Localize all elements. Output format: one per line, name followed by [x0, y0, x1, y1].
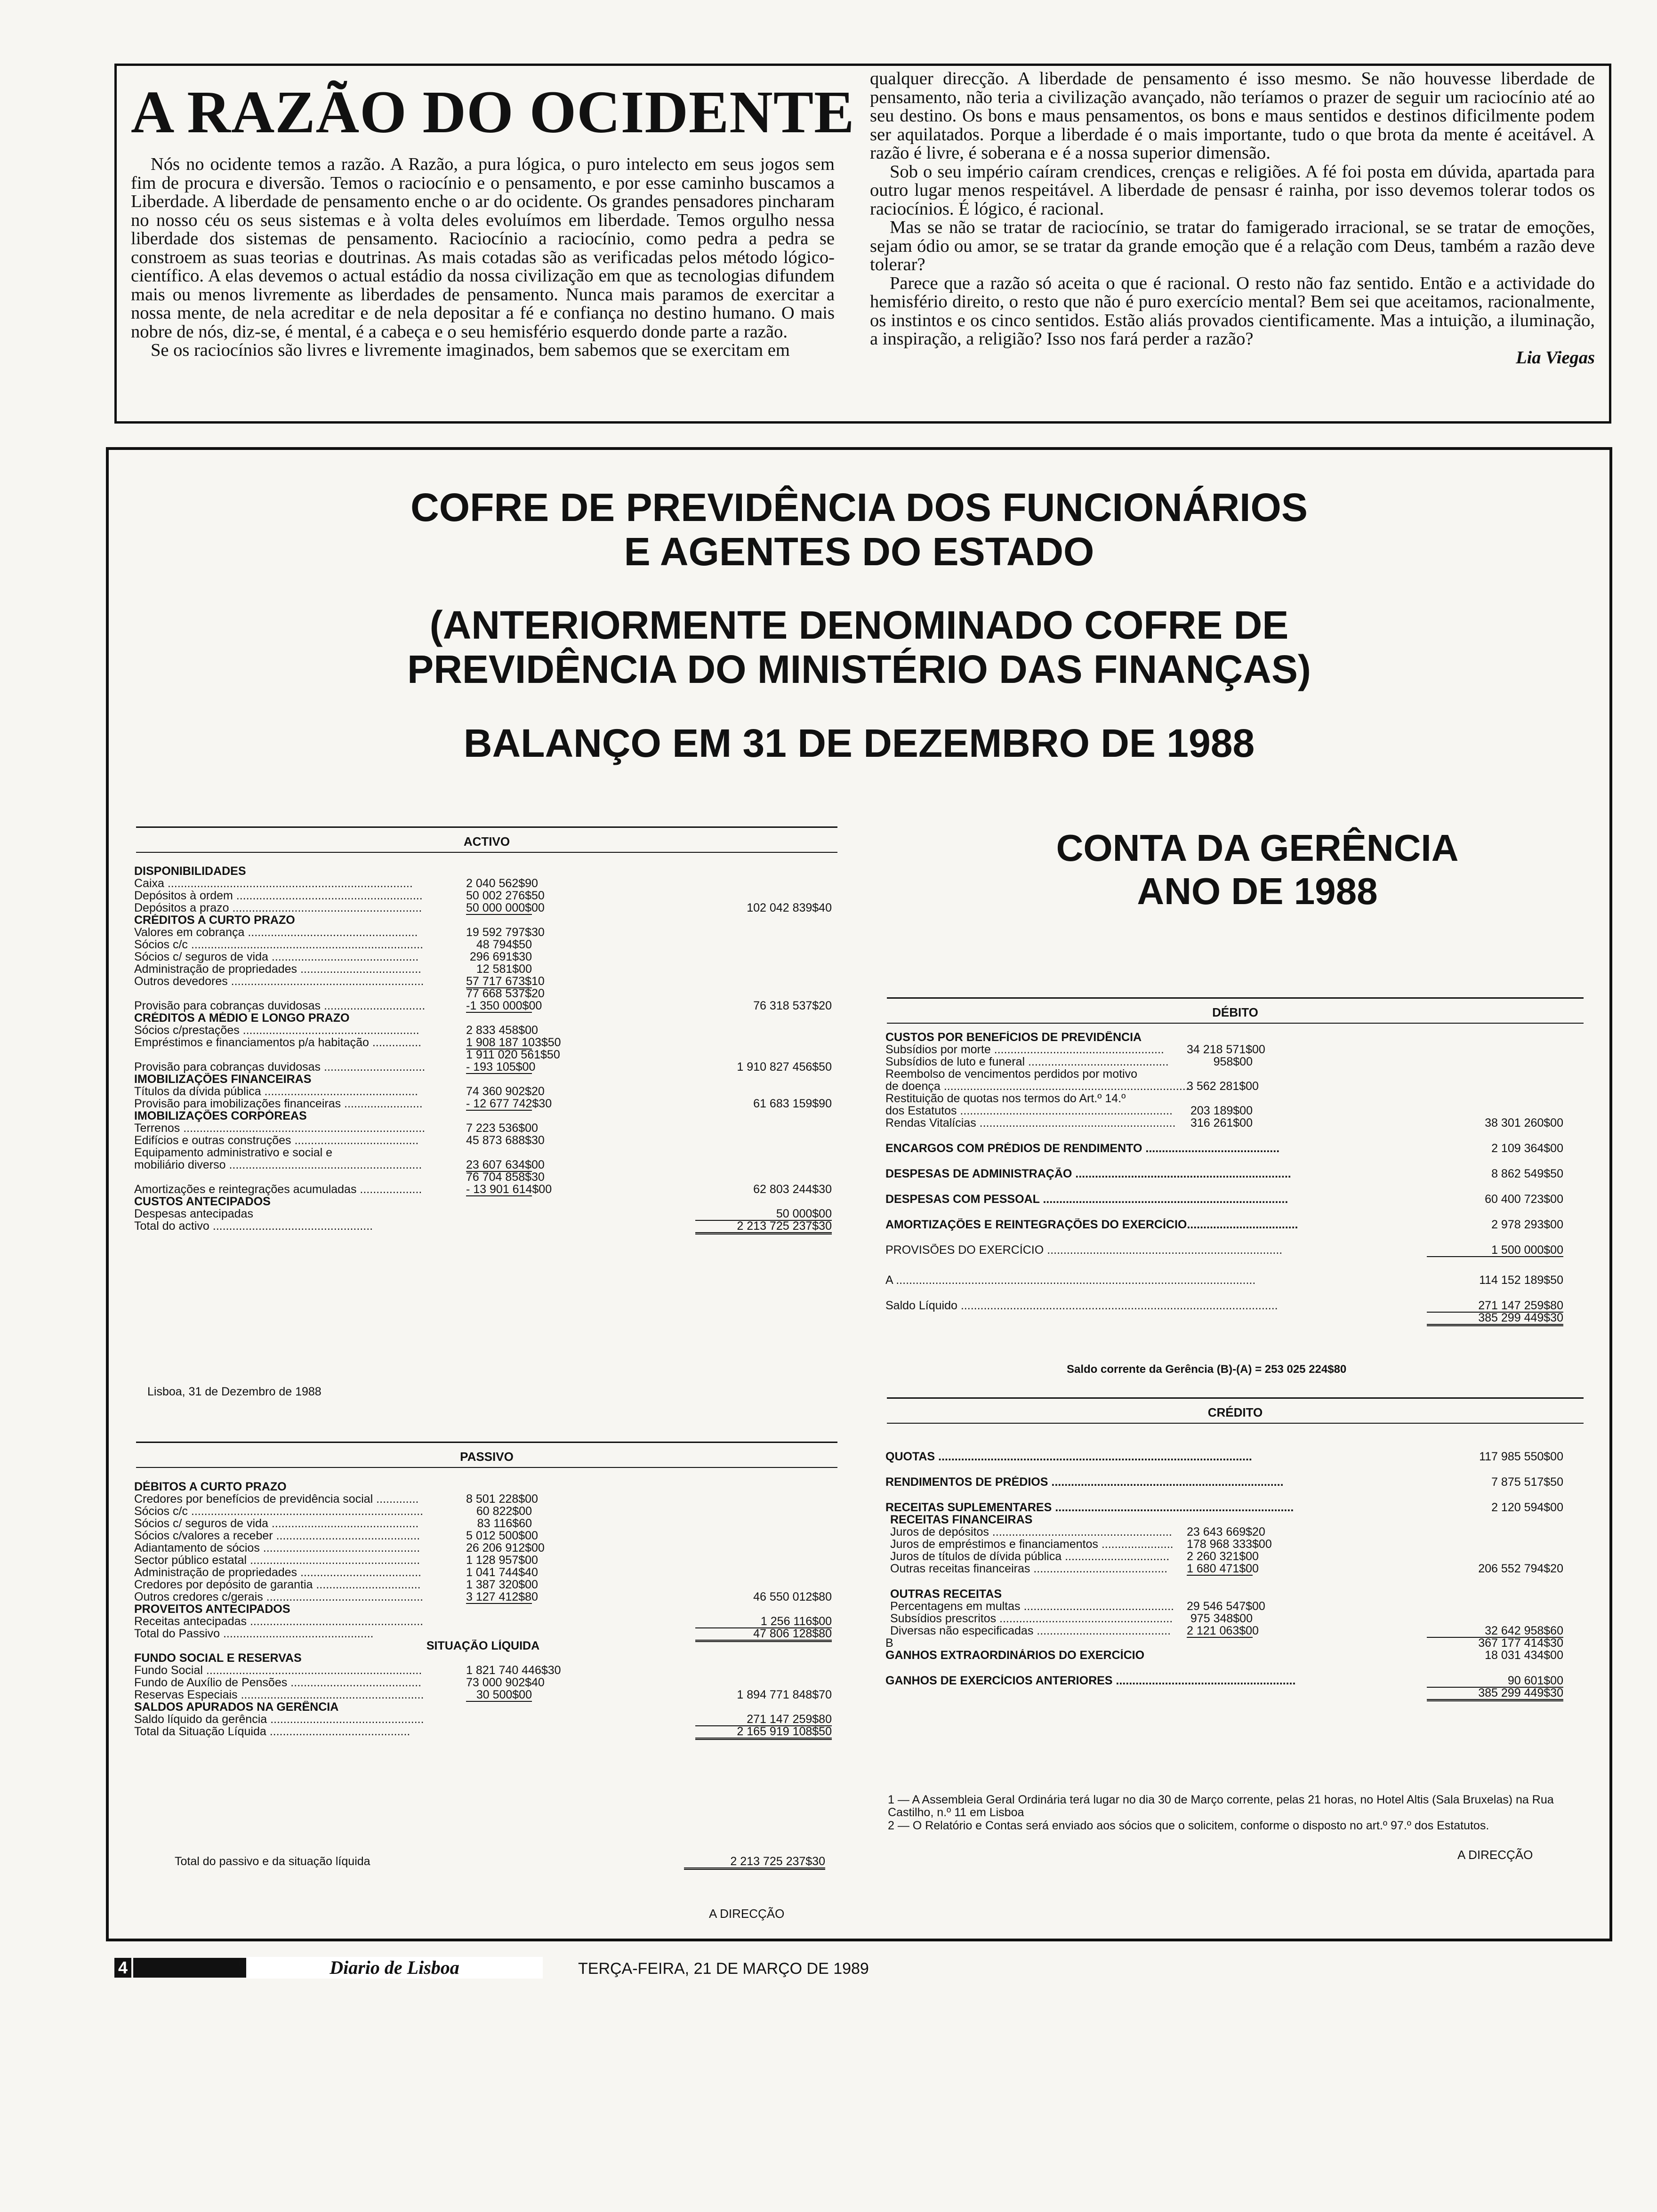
- table-row: [885, 1550, 1563, 1563]
- table-row: [134, 938, 817, 951]
- row-amount: 958$00: [1213, 1055, 1253, 1068]
- article-paragraph: Nós no ocidente temos a razão. A Razão, a pura lógica, o puro intelecto em seus jogos sem fim de procura e diversão. Temos o raciocínio e o pensamento, e por esse caminho buscamos a Liberdade. A liberdade de pensamento enche o ar do ocidente. Os grandes pensadores pincharam no nosso céu os seus sistemas e à volta deles evoluímos em liberdade. Temos orgulho nessa liberdade dos sistemas de pensamento. Raciocínio a raciocínio, como pedra a pedra se constroem as suas teorias e doutrinas. As mais cotadas são as verificadas pelos método lógico-científico. A elas devemos o actual estádio da nossa civilização em que as tecnologias difundem mais ou menos livremente as liberdades de pensamento. Nunca mais paramos de exercitar a nossa mente, de nela acreditar e de nela depositar a fé e confiança no destino humano. O mais nobre de nós, diz-se, é mental, é a cabeça e o seu hemisfério esquerdo donde parte a razão.: [131, 154, 835, 342]
- row-subtotal: 114 152 189$50: [1479, 1274, 1563, 1287]
- row-label: Sócios c/c .......................................................................: [134, 1505, 424, 1517]
- row-amount: 45 873 688$30: [466, 1134, 545, 1147]
- table-row: [885, 1031, 1563, 1043]
- row-amount: 74 360 902$20: [466, 1085, 545, 1098]
- row-label: Sector público estatal ....................................................: [134, 1554, 420, 1566]
- row-label: Sócios c/prestações ......................................................: [134, 1024, 419, 1036]
- table-row: [134, 1097, 832, 1110]
- opinion-article: [114, 64, 1611, 424]
- row-label: dos Estatutos .................................................................: [885, 1105, 1173, 1117]
- table-row: [134, 1159, 817, 1171]
- row-label: IMOBILIZAÇÕES CORPÓREAS: [134, 1110, 307, 1122]
- table-row: [134, 963, 817, 975]
- table-row: [134, 975, 817, 987]
- table-row: [134, 1481, 817, 1493]
- notice-organization: COFRE DE PREVIDÊNCIA DOS FUNCIONÁRIOS E AGENTES DO ESTADO: [410, 485, 1308, 574]
- row-label: Subsídios de luto e funeral ...........................................: [885, 1056, 1169, 1068]
- table-row: [134, 951, 817, 963]
- table-row: [134, 1701, 817, 1713]
- row-label: GANHOS EXTRAORDINÁRIOS DO EXERCÍCIO: [885, 1649, 1145, 1661]
- row-amount: 1 387 320$00: [466, 1578, 538, 1591]
- row-amount: 19 592 797$30: [466, 926, 545, 939]
- passivo-signature: A DIRECÇÃO: [709, 1907, 785, 1921]
- row-amount: 48 794$50: [476, 938, 532, 951]
- table-row: [885, 1687, 1563, 1699]
- debito-table: [885, 1031, 1563, 1324]
- table-row: [134, 1183, 832, 1196]
- row-amount: 1 911 020 561$50: [466, 1048, 560, 1061]
- table-row: [134, 999, 832, 1012]
- row-label: Saldo líquido da gerência ...............................................: [134, 1713, 424, 1725]
- row-subtotal: 60 400 723$00: [1485, 1193, 1563, 1206]
- table-row: [134, 1664, 817, 1676]
- table-row: [134, 1530, 817, 1542]
- row-amount: 1 908 187 103$50: [466, 1036, 561, 1049]
- table-row: [134, 901, 832, 914]
- row-label: PROVISÕES DO EXERCÍCIO ........................................................................: [885, 1244, 1283, 1256]
- row-subtotal: 1 894 771 848$70: [737, 1688, 832, 1701]
- row-subtotal: 385 299 449$30: [1427, 1312, 1563, 1326]
- table-row: [134, 1060, 832, 1074]
- table-row: [885, 1612, 1563, 1625]
- table-row: [134, 1566, 817, 1579]
- row-label: CUSTOS ANTECIPADOS: [134, 1195, 271, 1208]
- row-label: Subsídios prescritos .....................................................: [890, 1612, 1173, 1625]
- row-subtotal: 1 256 116$00: [695, 1615, 832, 1628]
- row-subtotal: 271 147 259$80: [695, 1713, 832, 1726]
- table-row: [134, 1146, 817, 1159]
- row-label: CUSTOS POR BENEFÍCIOS DE PREVIDÊNCIA: [885, 1031, 1142, 1043]
- table-row: [885, 1588, 1563, 1600]
- row-label: Depósitos a prazo ..........................................................: [134, 902, 422, 914]
- row-amount: 2 833 458$00: [466, 1024, 538, 1037]
- row-subtotal: 2 120 594$00: [1491, 1501, 1563, 1514]
- table-row: [134, 1110, 817, 1122]
- table-row: [134, 1713, 832, 1726]
- credito-table: [885, 1451, 1563, 1699]
- row-label: Subsídios por morte ....................................................: [885, 1043, 1164, 1056]
- row-label: OUTRAS RECEITAS: [890, 1588, 1002, 1600]
- row-label: Administração de propriedades .....................................: [134, 1566, 421, 1579]
- row-label: QUOTAS ................................................................................................: [885, 1451, 1252, 1463]
- row-amount: 50 002 276$50: [466, 889, 545, 902]
- row-label: Receitas antecipadas .....................................................: [134, 1615, 424, 1627]
- row-label: Provisão para imobilizações financeiras ........................: [134, 1098, 423, 1110]
- row-amount: -1 350 000$00: [466, 999, 542, 1012]
- article-paragraph: qualquer direcção. A liberdade de pensamento é isso mesmo. Se não houvesse liberdade de pensamento, não teria a civilização avançado, não teríamos o prazer de seguir um raciocínio até ao seu destino. Os bons e maus pensamentos, os bons e maus sentidos e destinos dificilmente podem ser aquilatados. Porque a liberdade é o mais importante, tudo o que brota da mente é aceitável. A razão é livre, é soberana e é a nossa superior dimensão.: [870, 69, 1595, 163]
- row-label: de doença ...........................................................................: [885, 1080, 1189, 1092]
- row-label: Percentagens em multas ..............................................: [890, 1600, 1174, 1612]
- row-amount: 3 127 412$80: [466, 1590, 538, 1603]
- row-label: Valores em cobrança ....................................................: [134, 926, 418, 938]
- row-amount: - 12 677 742$30: [466, 1097, 552, 1110]
- row-label: Credores por benefícios de previdência social .............: [134, 1493, 419, 1505]
- row-label: RECEITAS FINANCEIRAS: [890, 1514, 1033, 1526]
- table-row: [134, 914, 817, 926]
- row-amount: 23 643 669$20: [1187, 1525, 1265, 1539]
- row-label: Adiantamento de sócios ................................................: [134, 1542, 420, 1554]
- credito-signature: A DIRECÇÃO: [1457, 1848, 1533, 1862]
- table-row: [134, 926, 817, 938]
- table-row: [134, 1615, 832, 1628]
- row-label: Juros de depósitos .......................................................: [890, 1526, 1172, 1538]
- row-subtotal: 62 803 244$30: [753, 1183, 832, 1196]
- table-row: [885, 1649, 1563, 1661]
- table-row: [134, 1493, 817, 1505]
- table-row: [885, 1675, 1563, 1687]
- row-label: IMOBILIZAÇÕES FINANCEIRAS: [134, 1073, 312, 1085]
- row-label: AMORTIZAÇÕES E REINTEGRAÇÕES DO EXERCÍCIO..................................: [885, 1218, 1298, 1231]
- row-amount: 77 668 537$20: [466, 987, 545, 1000]
- row-amount: 2 040 562$90: [466, 877, 538, 890]
- row-subtotal: 38 301 260$00: [1485, 1116, 1563, 1130]
- row-label: Caixa ...........................................................................: [134, 877, 413, 890]
- table-row: [134, 1627, 832, 1640]
- table-row: [885, 1168, 1563, 1180]
- passivo-total-label: Total do passivo e da situação líquida: [175, 1855, 370, 1868]
- row-label: Outros devedores ...........................................................: [134, 975, 424, 987]
- table-row: [885, 1600, 1563, 1612]
- row-label: Títulos da dívida pública ...............................................: [134, 1085, 418, 1098]
- row-subtotal: 7 875 517$50: [1491, 1475, 1563, 1489]
- row-label: Sócios c/valores a receber ............................................: [134, 1530, 420, 1542]
- row-label: mobiliário diverso ...........................................................: [134, 1159, 422, 1171]
- row-label: Administração de propriedades .....................................: [134, 963, 421, 975]
- table-row: [134, 1590, 832, 1603]
- article-paragraph: Parece que a razão só aceita o que é racional. O resto não faz sentido. Então e a actividade do hemisfério direito, o resto que não é puro exercício mental? Bem sei que aceitamos, racionalmente, os instintos e os cinco sentidos. Estão aliás provados cientificamente. Mas a intuição, a iluminação, a inspiração, a religião? Isso nos fará perder a razão?: [870, 273, 1595, 349]
- row-label: Outros credores c/gerais ................................................: [134, 1591, 424, 1603]
- row-amount: 60 822$00: [476, 1505, 532, 1518]
- row-label: Sócios c/ seguros de vida .............................................: [134, 951, 419, 963]
- row-label: DÉBITOS A CURTO PRAZO: [134, 1481, 287, 1493]
- row-label: DESPESAS DE ADMINISTRAÇÃO ..................................................................: [885, 1168, 1291, 1180]
- table-row: [134, 877, 817, 890]
- activo-table: [134, 865, 832, 1233]
- row-subtotal: 271 147 259$80: [1427, 1299, 1563, 1313]
- passivo-table: [134, 1481, 832, 1738]
- row-subtotal: 32 642 958$60: [1427, 1625, 1563, 1638]
- row-subtotal: 47 806 128$80: [695, 1627, 832, 1642]
- row-subtotal: 2 109 364$00: [1491, 1142, 1563, 1155]
- row-label: Diversas não especificadas .........................................: [890, 1625, 1171, 1637]
- table-row: [134, 1207, 832, 1220]
- row-amount: 316 261$00: [1190, 1116, 1253, 1130]
- row-amount: 23 607 634$00: [466, 1158, 545, 1171]
- table-row: [134, 1134, 817, 1146]
- table-row: [134, 1579, 817, 1591]
- row-label: RECEITAS SUPLEMENTARES .........................................................................: [885, 1501, 1294, 1514]
- table-row: [134, 1219, 832, 1233]
- row-amount: 12 581$00: [476, 962, 532, 976]
- article-paragraph: Sob o seu império caíram crendices, crenças e religiões. A fé foi posta em dúvida, apartada para outro lugar menos respeitável. A liberdade de pensasr é rainha, por isso devemos tolerar todos os raciocínios. É lógico, é racional.: [870, 161, 1595, 219]
- row-amount: 8 501 228$00: [466, 1492, 538, 1506]
- assembly-note: 1 — A Assembleia Geral Ordinária terá lugar no dia 30 de Março corrente, pelas 21 horas, no Hotel Altis (Sala Bruxelas) na Rua Castilho, n.º 11 em Lisboa: [888, 1793, 1554, 1819]
- page-footer: [114, 1957, 869, 1981]
- table-row: [134, 1688, 832, 1701]
- table-row: [885, 1476, 1563, 1488]
- table-row: [134, 1024, 817, 1036]
- table-row: [134, 1505, 817, 1517]
- row-amount: 34 218 571$00: [1187, 1043, 1265, 1056]
- row-label: PROVEITOS ANTECIPADOS: [134, 1603, 290, 1615]
- row-label: Edifícios e outras construções ......................................: [134, 1134, 419, 1146]
- row-amount: 5 012 500$00: [466, 1529, 538, 1542]
- row-subtotal: 2 978 293$00: [1491, 1218, 1563, 1231]
- row-amount: 975 348$00: [1190, 1612, 1253, 1625]
- passivo-total-row: [175, 1855, 867, 1867]
- row-amount: 1 680 471$00: [1187, 1562, 1259, 1575]
- table-row: [885, 1526, 1563, 1538]
- passivo-heading: PASSIVO: [136, 1442, 837, 1468]
- row-amount: 7 223 536$00: [466, 1122, 538, 1135]
- article-paragraph: Se os raciocínios são livres e livremente imaginados, bem sabemos que se exercitam em: [151, 340, 790, 360]
- article-title: A RAZÃO DO OCIDENTE: [131, 79, 855, 145]
- row-label: Despesas antecipadas: [134, 1208, 253, 1220]
- table-row: [885, 1312, 1563, 1324]
- debito-heading: DÉBITO: [887, 997, 1584, 1024]
- row-label: Total do Passivo ..............................................: [134, 1627, 374, 1640]
- table-row: [134, 1725, 832, 1738]
- article-paragraph: Mas se não se tratar de raciocínio, se tratar do famigerado irracional, se se tratar de emoções, sejam ódio ou amor, se se tratar da grande emoção que é a relação com Deus, também a razão deve tolerar?: [870, 217, 1595, 274]
- row-label: Amortizações e reintegrações acumuladas ...................: [134, 1183, 422, 1195]
- table-row: [134, 1122, 817, 1134]
- table-row: [885, 1105, 1563, 1117]
- row-subtotal: 2 213 725 237$30: [695, 1220, 832, 1234]
- table-row: [134, 1195, 817, 1208]
- row-label: B: [885, 1637, 893, 1649]
- row-amount: 1 041 744$40: [466, 1566, 538, 1579]
- row-subtotal: 1 500 000$00: [1427, 1244, 1563, 1257]
- balance-title: BALANÇO EM 31 DE DEZEMBRO DE 1988: [463, 721, 1255, 765]
- table-row: [134, 1676, 817, 1689]
- row-amount: 1 128 957$00: [466, 1554, 538, 1567]
- activo-heading: ACTIVO: [136, 826, 837, 853]
- row-subtotal: 367 177 414$30: [1478, 1636, 1563, 1650]
- row-label: Terrenos ..........................................................................: [134, 1122, 426, 1134]
- row-label: Credores por depósito de garantia ................................: [134, 1579, 421, 1591]
- row-amount: - 193 105$00: [466, 1060, 536, 1074]
- row-amount: - 13 901 614$00: [466, 1183, 552, 1196]
- row-label: Total da Situação Líquida ...........................................: [134, 1725, 410, 1738]
- row-amount: 1 821 740 446$30: [466, 1664, 561, 1677]
- row-label: Provisão para cobranças duvidosas ...............................: [134, 1000, 426, 1012]
- row-amount: 83 116$60: [477, 1517, 532, 1530]
- table-row: [885, 1218, 1563, 1231]
- row-label: Sócios c/ seguros de vida .............................................: [134, 1517, 419, 1530]
- table-row: [885, 1538, 1563, 1550]
- row-label: DESPESAS COM PESSOAL ...........................................................................: [885, 1193, 1288, 1205]
- row-label: CRÉDITOS A CURTO PRAZO: [134, 914, 295, 926]
- table-row: [885, 1056, 1563, 1068]
- table-row: [134, 1542, 817, 1554]
- passivo-total-value: 2 213 725 237$30: [684, 1855, 825, 1870]
- table-row: [134, 1640, 817, 1652]
- table-row: [885, 1117, 1563, 1129]
- row-label: Total do activo .................................................: [134, 1220, 373, 1232]
- article-column-2: [870, 70, 1595, 367]
- row-label: Empréstimos e financiamentos p/a habitação ...............: [134, 1036, 422, 1049]
- row-label: Rendas Vitalícias ............................................................: [885, 1117, 1176, 1129]
- row-amount: 30 500$00: [466, 1689, 532, 1702]
- table-row: [885, 1193, 1563, 1205]
- row-amount: 178 968 333$00: [1187, 1538, 1272, 1551]
- table-row: [885, 1043, 1563, 1056]
- row-amount: 73 000 902$40: [466, 1676, 545, 1689]
- row-subtotal: 117 985 550$00: [1479, 1450, 1563, 1463]
- notice-former-name: (ANTERIORMENTE DENOMINADO COFRE DE PREVIDÊNCIA DO MINISTÉRIO DAS FINANÇAS): [407, 603, 1311, 691]
- table-row: [885, 1451, 1563, 1463]
- table-row: [885, 1092, 1563, 1105]
- row-label: ENCARGOS COM PRÉDIOS DE RENDIMENTO .........................................: [885, 1142, 1280, 1154]
- balance-notice: [106, 447, 1612, 1941]
- row-subtotal: 76 318 537$20: [753, 999, 832, 1012]
- table-row: [134, 1652, 817, 1664]
- row-label: Saldo Líquido .................................................................................................: [885, 1299, 1278, 1312]
- row-label: Fundo Social ..................................................................: [134, 1664, 422, 1676]
- row-label: A ..............................................................................................................: [885, 1274, 1256, 1286]
- row-subtotal: 1 910 827 456$50: [737, 1060, 832, 1074]
- saldo-corrente: Saldo corrente da Gerência (B)-(A) = 253 025 224$80: [1067, 1363, 1347, 1376]
- credito-heading: CRÉDITO: [887, 1397, 1584, 1424]
- table-row: [885, 1274, 1563, 1286]
- table-row: [885, 1563, 1563, 1575]
- conta-gerencia-title: CONTA DA GERÊNCIA ANO DE 1988: [1056, 827, 1459, 912]
- row-subtotal: 61 683 159$90: [753, 1097, 832, 1110]
- article-author: Lia Viegas: [1516, 347, 1595, 368]
- article-column-1: [131, 155, 835, 360]
- row-label: Juros de títulos de dívida pública ................................: [890, 1550, 1170, 1563]
- row-label: Equipamento administrativo e social e: [134, 1146, 333, 1159]
- table-row: [134, 1171, 817, 1183]
- row-label: Sócios c/c .......................................................................: [134, 938, 424, 951]
- row-subtotal: 50 000$00: [695, 1208, 832, 1221]
- row-subtotal: 102 042 839$40: [747, 901, 832, 914]
- table-row: [134, 1603, 817, 1615]
- row-amount: 2 260 321$00: [1187, 1550, 1259, 1563]
- row-amount: 2 121 063$00: [1187, 1624, 1259, 1637]
- issue-date: TERÇA-FEIRA, 21 DE MARÇO DE 1989: [578, 1960, 869, 1978]
- row-label: GANHOS DE EXERCÍCIOS ANTERIORES .......................................................: [885, 1675, 1296, 1687]
- row-label: Fundo de Auxílio de Pensões ........................................: [134, 1676, 422, 1689]
- table-row: [134, 1085, 817, 1098]
- table-row: [885, 1514, 1563, 1526]
- row-amount: 29 546 547$00: [1187, 1600, 1265, 1613]
- table-row: [885, 1244, 1563, 1256]
- row-subtotal: 2 165 919 108$50: [695, 1725, 832, 1740]
- row-subtotal: 385 299 449$30: [1427, 1687, 1563, 1701]
- activo-place-date: Lisboa, 31 de Dezembro de 1988: [147, 1385, 322, 1398]
- table-row: [134, 1036, 817, 1049]
- row-label: Depósitos à ordem .........................................................: [134, 890, 423, 902]
- row-label: CRÉDITOS A MÉDIO E LONGO PRAZO: [134, 1012, 350, 1024]
- row-label: DISPONIBILIDADES: [134, 865, 246, 877]
- row-amount: 296 691$30: [469, 950, 532, 963]
- row-label: RENDIMENTOS DE PRÉDIOS .......................................................................: [885, 1476, 1284, 1488]
- row-amount: 57 717 673$10: [466, 975, 545, 988]
- row-label: Provisão para cobranças duvidosas ...............................: [134, 1061, 426, 1073]
- row-label: FUNDO SOCIAL E RESERVAS: [134, 1652, 302, 1664]
- table-row: [885, 1142, 1563, 1154]
- row-amount: 76 704 858$30: [466, 1170, 545, 1184]
- row-amount: 50 000 000$00: [466, 901, 545, 914]
- table-row: [885, 1637, 1563, 1649]
- table-row: [134, 1554, 817, 1566]
- row-label: Reservas Especiais ........................................................: [134, 1689, 424, 1701]
- newspaper-masthead: Diario de Lisboa: [246, 1957, 543, 1979]
- table-row: [134, 1517, 817, 1530]
- row-amount: 3 562 281$00: [1187, 1080, 1259, 1093]
- table-row: [134, 1012, 817, 1024]
- row-amount: 203 189$00: [1190, 1104, 1253, 1117]
- table-row: [134, 1073, 817, 1085]
- table-row: [885, 1080, 1563, 1092]
- row-subtotal: 90 601$00: [1427, 1675, 1563, 1688]
- row-subtotal: 18 031 434$00: [1485, 1649, 1563, 1662]
- row-subtotal: 8 862 549$50: [1491, 1167, 1563, 1180]
- row-label: SITUAÇÃO LÍQUIDA: [426, 1640, 540, 1652]
- row-label: Outras receitas financeiras .........................................: [890, 1563, 1168, 1575]
- table-row: [134, 987, 817, 1000]
- row-subtotal: 46 550 012$80: [753, 1590, 832, 1603]
- table-row: [134, 1049, 817, 1061]
- row-label: Juros de empréstimos e financiamentos ......................: [890, 1538, 1174, 1550]
- page-number: 4: [114, 1958, 131, 1978]
- table-row: [885, 1625, 1563, 1637]
- table-row: [134, 890, 817, 902]
- row-label: Restituição de quotas nos termos do Art.º 14.º: [885, 1092, 1126, 1105]
- table-row: [885, 1068, 1563, 1080]
- report-note: 2 — O Relatório e Contas será enviado aos sócios que o solicitem, conforme o disposto no art.º 97.º dos Estatutos.: [888, 1819, 1489, 1832]
- row-label: Reembolso de vencimentos perdidos por motivo: [885, 1068, 1137, 1080]
- row-amount: 26 206 912$00: [466, 1541, 545, 1555]
- row-label: SALDOS APURADOS NA GERÊNCIA: [134, 1701, 339, 1713]
- table-row: [885, 1299, 1563, 1312]
- row-subtotal: 206 552 794$20: [1478, 1562, 1563, 1575]
- table-row: [885, 1501, 1563, 1514]
- table-row: [134, 865, 817, 877]
